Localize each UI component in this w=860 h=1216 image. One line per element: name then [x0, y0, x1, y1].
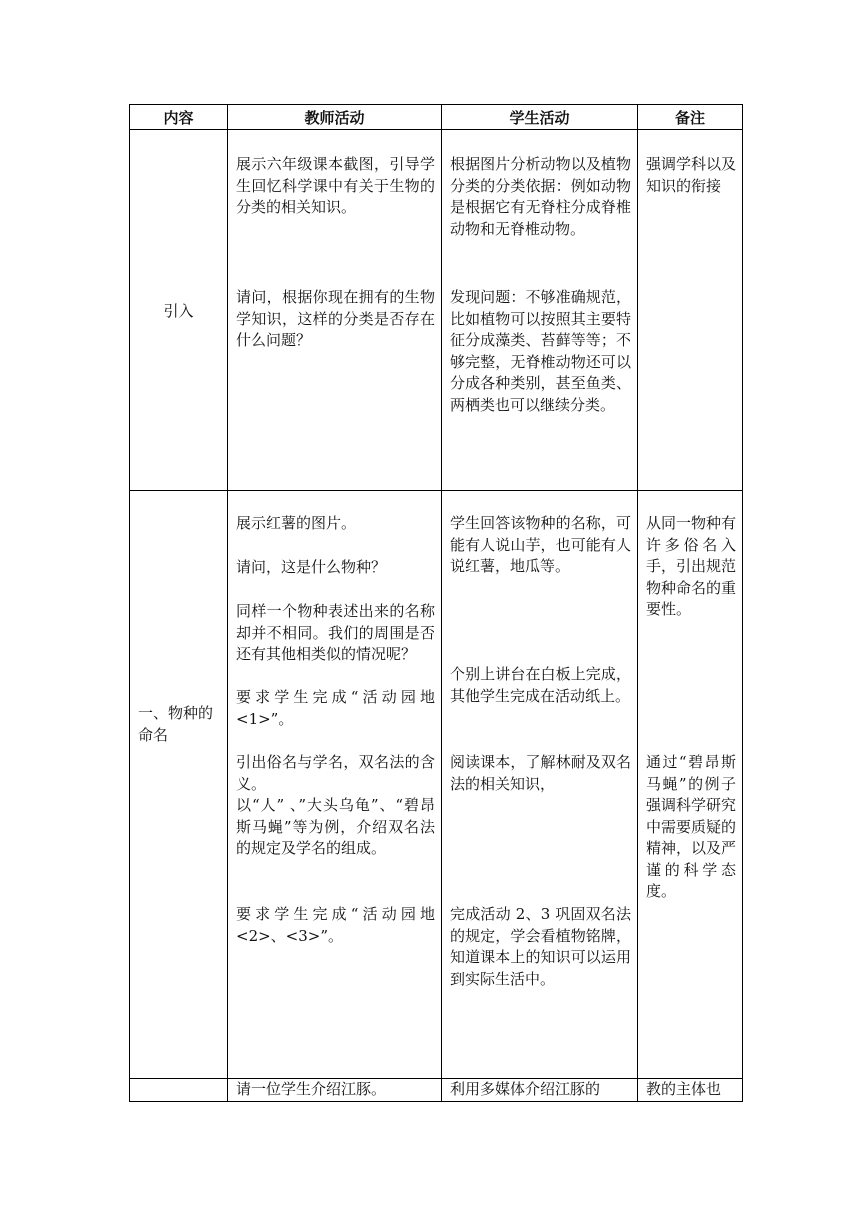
- header-content: 内容: [130, 105, 228, 130]
- last-note-cell: [638, 1079, 743, 1102]
- intro-note-para-1: 强调学科以及知识的衔接: [646, 155, 737, 195]
- naming-note-para-2: 通过“碧昂斯马蝇”的例子强调科学研究中需要质疑的精神，以及严谨的科学态度。: [646, 753, 737, 900]
- naming-teacher-cell: [228, 491, 442, 1079]
- intro-note-cell: [638, 130, 743, 491]
- last-student-cell: [442, 1079, 638, 1102]
- intro-student-para-1: 根据图片分析动物以及植物分类的分类依据：例如动物是根据它有无脊柱分成脊椎动物和无脊椎动物。: [450, 155, 631, 238]
- naming-teacher-para-3: 同样一个物种表述出来的名称却并不相同。我们的周围是否还有其他相类似的情况呢？: [236, 602, 435, 663]
- table-header-row: [130, 105, 743, 130]
- naming-note-cell: [638, 491, 743, 1079]
- intro-content-label: 引入: [163, 301, 194, 320]
- intro-teacher-para-1: 展示六年级课本截图，引导学生回忆科学课中有关于生物的分类的相关知识。: [236, 155, 435, 216]
- header-notes: 备注: [638, 105, 743, 130]
- naming-teacher-para-4: 要求学生完成“活动园地<1>”。: [236, 688, 435, 728]
- intro-student-para-2: 发现问题：不够准确规范，比如植物可以按照其主要特征分成藻类、苔藓等等；不够完整，无脊椎动物还可以分成各种类别，甚至鱼类、两栖类也可以继续分类。: [450, 288, 631, 414]
- naming-teacher-para-1: 展示红薯的图片。: [236, 514, 357, 532]
- intro-teacher-cell: [228, 130, 442, 491]
- naming-teacher-para-2: 请问，这是什么物种？: [236, 558, 387, 576]
- naming-content-label: 一、物种的命名: [138, 704, 214, 744]
- last-student-text: 利用多媒体介绍江豚的: [450, 1080, 601, 1098]
- naming-student-para-3: 阅读课本，了解林耐及双名法的相关知识，: [450, 753, 631, 793]
- header-student-activity: 学生活动: [442, 105, 638, 130]
- intro-content-cell: [130, 130, 228, 491]
- header-teacher-activity: 教师活动: [228, 105, 442, 130]
- naming-content-cell: [130, 491, 228, 1079]
- naming-student-para-4: 完成活动 2、3 巩固双名法的规定，学会看植物铭牌，知道课本上的知识可以运用到实际生活中。: [450, 905, 631, 988]
- table-row-partial: [130, 1079, 743, 1102]
- naming-student-para-2: 个别上讲台在白板上完成，其他学生完成在活动纸上。: [450, 665, 631, 705]
- intro-student-cell: [442, 130, 638, 491]
- naming-student-cell: [442, 491, 638, 1079]
- naming-teacher-para-6: 以“人” 、”大头乌龟”、“碧昂斯马蝇”等为例，介绍双名法的规定及学名的组成。: [236, 796, 435, 857]
- naming-teacher-para-5: 引出俗名与学名，双名法的含义。: [236, 753, 435, 793]
- last-content-cell: [130, 1079, 228, 1102]
- naming-teacher-para-7: 要求学生完成“活动园地<2>、<3>”。: [236, 905, 435, 945]
- lesson-plan-table: [129, 104, 743, 1102]
- naming-student-para-1: 学生回答该物种的名称，可能有人说山芋，也可能有人说红薯，地瓜等。: [450, 514, 631, 575]
- last-teacher-text: 请一位学生介绍江豚。: [236, 1080, 387, 1098]
- last-teacher-cell: [228, 1079, 442, 1102]
- last-note-text: 教的主体也: [646, 1080, 722, 1098]
- table-row-intro: [130, 130, 743, 491]
- naming-note-para-1: 从同一物种有许多俗名入手，引出规范物种命名的重要性。: [646, 514, 737, 618]
- intro-teacher-para-2: 请问，根据你现在拥有的生物学知识，这样的分类是否存在什么问题？: [236, 288, 435, 349]
- table-row-naming: [130, 491, 743, 1079]
